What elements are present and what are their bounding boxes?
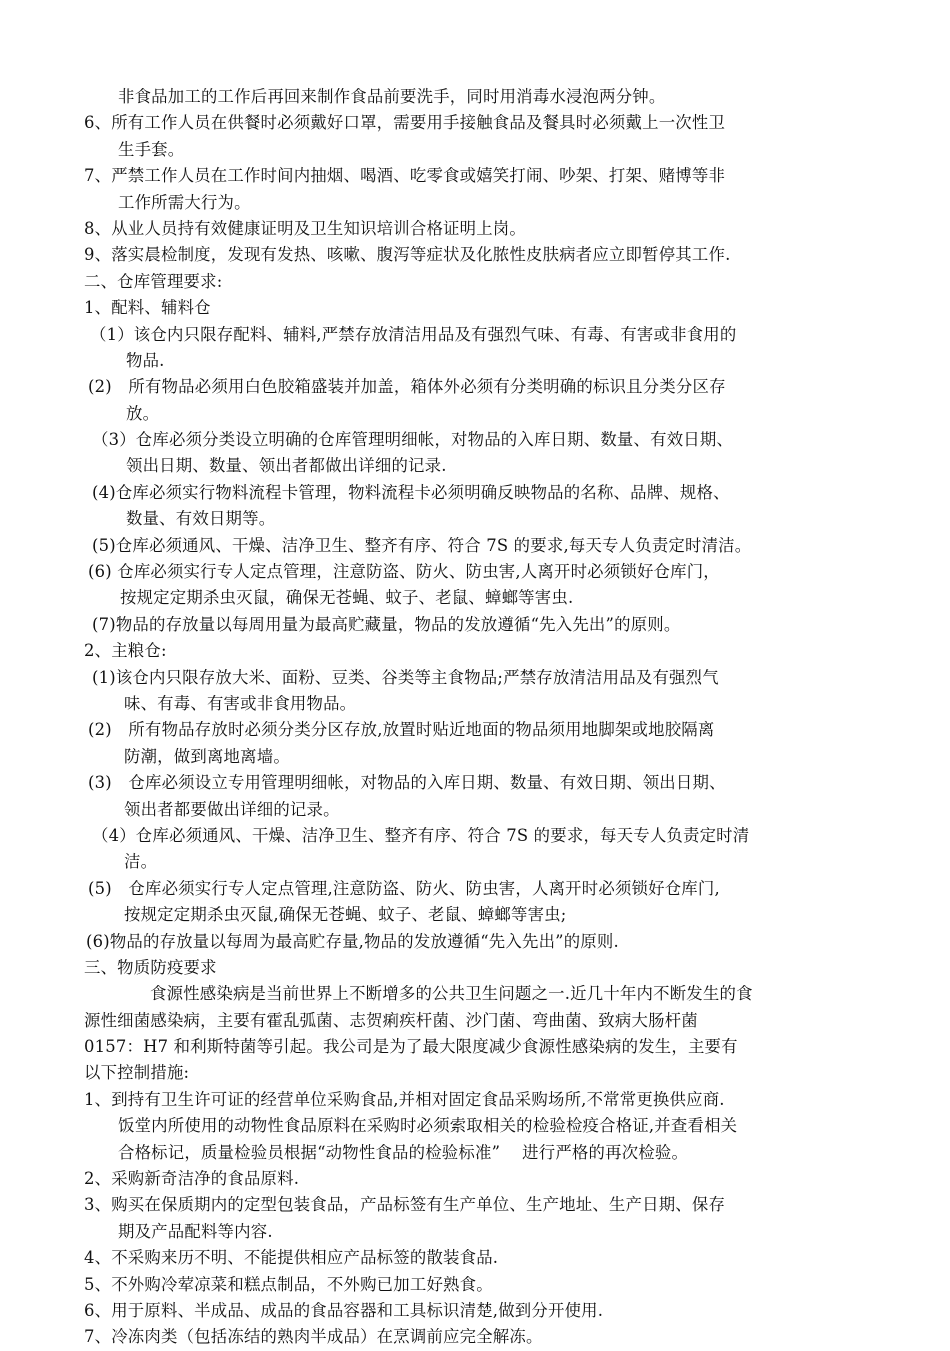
subsection-heading: 1、配料、辅料仓 — [84, 298, 211, 318]
text-line: 领出日期、数量、领出者都做出详细的记录. — [126, 456, 447, 476]
list-item: 3、购买在保质期内的定型包装食品，产品标签有生产单位、生产地址、生产日期、保存 — [84, 1195, 726, 1215]
list-item: (3) 仓库必须设立专用管理明细帐，对物品的入库日期、数量、有效日期、领出日期、 — [88, 773, 726, 793]
list-item: (1)该仓内只限存放大米、面粉、豆类、谷类等主食物品;严禁存放清洁用品及有强烈气 — [92, 667, 719, 687]
text-line: 领出者都要做出详细的记录。 — [124, 799, 340, 819]
paragraph-line: 0157：H7 和利斯特菌等引起。我公司是为了最大限度减少食源性感染病的发生，主要有 — [84, 1037, 738, 1057]
list-item: 2、采购新奇洁净的食品原料. — [84, 1169, 300, 1189]
list-item: (4)仓库必须实行物料流程卡管理，物料流程卡必须明确反映物品的名称、品牌、规格、 — [92, 482, 730, 502]
text-line: 洁。 — [124, 852, 158, 872]
text-line: 按规定定期杀虫灭鼠，确保无苍蝇、蚊子、老鼠、蟑螂等害虫. — [120, 588, 574, 608]
list-item: 5、不外购冷荤凉菜和糕点制品，不外购已加工好熟食。 — [84, 1274, 493, 1294]
text-line: 物品. — [126, 350, 165, 370]
paragraph-line: 以下控制措施: — [84, 1063, 190, 1083]
list-item: 4、不采购来历不明、不能提供相应产品标签的散装食品. — [84, 1248, 499, 1268]
list-item: 1、到持有卫生许可证的经营单位采购食品,并相对固定食品采购场所,不常常更换供应商. — [84, 1089, 725, 1109]
text-line: 数量、有效日期等。 — [126, 509, 276, 529]
list-item: （1）该仓内只限存配料、辅料,严禁存放清洁用品及有强烈气味、有毒、有害或非食用的 — [90, 324, 737, 344]
text-line: 生手套。 — [118, 139, 185, 159]
list-item: (6) 仓库必须实行专人定点管理，注意防盗、防火、防虫害,人离开时必须锁好仓库门， — [88, 562, 720, 582]
list-item: （4）仓库必须通风、干燥、洁净卫生、整齐有序、符合 7S 的要求，每天专人负责定时清 — [92, 825, 750, 845]
text-line: 期及产品配料等内容. — [118, 1221, 273, 1241]
list-item: 7、严禁工作人员在工作时间内抽烟、喝酒、吃零食或嬉笑打闹、吵架、打架、赌博等非 — [84, 166, 726, 186]
text-line: 合格标记，质量检验员根据“动物性食品的检验标准” 进行严格的再次检验。 — [118, 1142, 689, 1162]
text-line: 放。 — [126, 403, 160, 423]
text-line: 工作所需大行为。 — [118, 192, 251, 212]
list-item: 9、落实晨检制度，发现有发热、咳嗽、腹泻等症状及化脓性皮肤病者应立即暂停其工作. — [84, 245, 731, 265]
text-line: 按规定定期杀虫灭鼠,确保无苍蝇、蚊子、老鼠、蟑螂等害虫; — [124, 905, 567, 925]
section-heading: 二、仓库管理要求: — [84, 271, 223, 291]
text-line: 非食品加工的工作后再回来制作食品前要洗手，同时用消毒水浸泡两分钟。 — [118, 87, 666, 106]
text-line: 饭堂内所使用的动物性食品原料在采购时必须索取相关的检验检疫合格证,并查看相关 — [118, 1116, 738, 1136]
list-item: 8、从业人员持有效健康证明及卫生知识培训合格证明上岗。 — [84, 218, 526, 238]
document-page — [0, 84, 950, 1351]
list-item: (6)物品的存放量以每周为最高贮存量,物品的发放遵循“先入先出”的原则. — [86, 931, 619, 951]
list-item: （3）仓库必须分类设立明确的仓库管理明细帐，对物品的入库日期、数量、有效日期、 — [92, 430, 734, 450]
text-line: 防潮，做到离地离墙。 — [124, 746, 290, 766]
list-item: 6、用于原料、半成品、成品的食品容器和工具标识清楚,做到分开使用. — [84, 1300, 604, 1320]
list-item: 6、所有工作人员在供餐时必须戴好口罩，需要用手接触食品及餐具时必须戴上一次性卫 — [84, 113, 726, 133]
list-item: (5)仓库必须通风、干燥、洁净卫生、整齐有序、符合 7S 的要求,每天专人负责定时清洁。 — [92, 535, 752, 555]
text-line: 味、有毒、有害或非食用物品。 — [124, 693, 357, 713]
list-item: (7)物品的存放量以每周用量为最高贮藏量，物品的发放遵循“先入先出”的原则。 — [92, 614, 681, 634]
list-item: 7、冷冻肉类（包括冻结的熟肉半成品）在烹调前应完全解冻。 — [84, 1327, 543, 1347]
list-item: (2) 所有物品存放时必须分类分区存放,放置时贴近地面的物品须用地脚架或地胶隔离 — [88, 720, 715, 740]
section-heading: 三、物质防疫要求 — [84, 957, 217, 977]
paragraph-line: 源性细菌感染病，主要有霍乱弧菌、志贺痢疾杆菌、沙门菌、弯曲菌、致病大肠杆菌 — [84, 1010, 698, 1030]
subsection-heading: 2、主粮仓: — [84, 641, 167, 661]
list-item: (2) 所有物品必须用白色胶箱盛装并加盖，箱体外必须有分类明确的标识且分类分区存 — [88, 377, 726, 397]
list-item: (5) 仓库必须实行专人定点管理,注意防盗、防火、防虫害，人离开时必须锁好仓库门, — [88, 878, 720, 898]
paragraph-line: 食源性感染病是当前世界上不断增多的公共卫生问题之一.近几十年内不断发生的食 — [150, 984, 753, 1004]
